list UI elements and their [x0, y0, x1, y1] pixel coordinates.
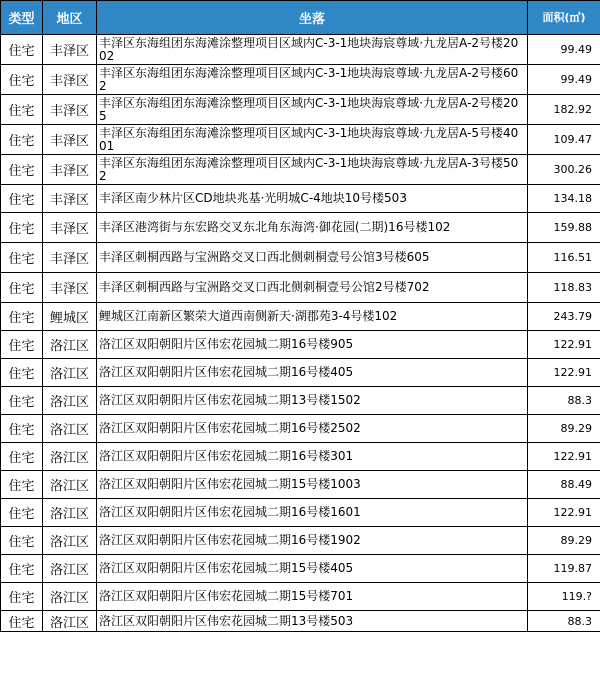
address-cell: 鲤城区江南新区繁荣大道西南侧新天·湖郡苑3-4号楼102: [97, 303, 528, 331]
table-row: [1, 35, 600, 65]
area-cell: 122.91: [528, 443, 600, 471]
address-cell: 洛江区双阳朝阳片区伟宏花园城二期16号楼1601: [97, 499, 528, 527]
address-cell: 洛江区双阳朝阳片区伟宏花园城二期16号楼405: [97, 359, 528, 387]
table-row: [1, 583, 600, 611]
table-row: [1, 611, 600, 632]
area-cell: 122.91: [528, 499, 600, 527]
type-cell: 住宅: [1, 471, 43, 499]
area-cell: 159.88: [528, 213, 600, 243]
table-row: [1, 471, 600, 499]
table-row: [1, 213, 600, 243]
table-row: [1, 155, 600, 185]
table-row: [1, 65, 600, 95]
header-region: 地区: [43, 1, 97, 35]
header-area: 面积(㎡): [528, 1, 600, 35]
table-row: [1, 387, 600, 415]
region-cell: 洛江区: [43, 527, 97, 555]
area-cell: 122.91: [528, 359, 600, 387]
table-row: [1, 415, 600, 443]
area-cell: 99.49: [528, 65, 600, 95]
type-cell: 住宅: [1, 555, 43, 583]
table-row: [1, 499, 600, 527]
area-cell: 300.26: [528, 155, 600, 185]
region-cell: 洛江区: [43, 359, 97, 387]
address-cell: 丰泽区东海组团东海滩涂整理项目区域内C-3-1地块海宸尊域·九龙居A-5号楼4001: [97, 125, 528, 155]
area-cell: 119.87: [528, 555, 600, 583]
address-cell: 丰泽区东海组团东海滩涂整理项目区域内C-3-1地块海宸尊域·九龙居A-2号楼602: [97, 65, 528, 95]
type-cell: 住宅: [1, 155, 43, 185]
region-cell: 丰泽区: [43, 155, 97, 185]
area-cell: 88.49: [528, 471, 600, 499]
region-cell: 洛江区: [43, 387, 97, 415]
region-cell: 丰泽区: [43, 243, 97, 273]
type-cell: 住宅: [1, 499, 43, 527]
address-cell: 丰泽区东海组团东海滩涂整理项目区域内C-3-1地块海宸尊域·九龙居A-2号楼2002: [97, 35, 528, 65]
area-cell: 119.?: [528, 583, 600, 611]
table-row: [1, 303, 600, 331]
table-row: [1, 185, 600, 213]
type-cell: 住宅: [1, 243, 43, 273]
address-cell: 洛江区双阳朝阳片区伟宏花园城二期15号楼701: [97, 583, 528, 611]
address-cell: 洛江区双阳朝阳片区伟宏花园城二期13号楼503: [97, 611, 528, 632]
region-cell: 洛江区: [43, 555, 97, 583]
type-cell: 住宅: [1, 213, 43, 243]
address-cell: 丰泽区港湾街与东宏路交叉东北角东海湾·御花园(二期)16号楼102: [97, 213, 528, 243]
type-cell: 住宅: [1, 65, 43, 95]
region-cell: 洛江区: [43, 611, 97, 632]
area-cell: 89.29: [528, 415, 600, 443]
address-cell: 洛江区双阳朝阳片区伟宏花园城二期16号楼905: [97, 331, 528, 359]
region-cell: 洛江区: [43, 499, 97, 527]
area-cell: 89.29: [528, 527, 600, 555]
table-body: [1, 35, 600, 632]
area-cell: 88.3: [528, 387, 600, 415]
area-cell: 122.91: [528, 331, 600, 359]
address-cell: 丰泽区东海组团东海滩涂整理项目区域内C-3-1地块海宸尊域·九龙居A-3号楼502: [97, 155, 528, 185]
area-cell: 243.79: [528, 303, 600, 331]
type-cell: 住宅: [1, 359, 43, 387]
type-cell: 住宅: [1, 35, 43, 65]
type-cell: 住宅: [1, 583, 43, 611]
address-cell: 丰泽区刺桐西路与宝洲路交叉口西北侧刺桐壹号公馆3号楼605: [97, 243, 528, 273]
type-cell: 住宅: [1, 443, 43, 471]
table-row: [1, 443, 600, 471]
table-row: [1, 359, 600, 387]
address-cell: 洛江区双阳朝阳片区伟宏花园城二期15号楼405: [97, 555, 528, 583]
header-type: 类型: [1, 1, 43, 35]
type-cell: 住宅: [1, 303, 43, 331]
type-cell: 住宅: [1, 527, 43, 555]
type-cell: 住宅: [1, 387, 43, 415]
type-cell: 住宅: [1, 331, 43, 359]
table-row: [1, 243, 600, 273]
table-row: [1, 331, 600, 359]
region-cell: 丰泽区: [43, 65, 97, 95]
address-cell: 丰泽区刺桐西路与宝洲路交叉口西北侧刺桐壹号公馆2号楼702: [97, 273, 528, 303]
region-cell: 丰泽区: [43, 213, 97, 243]
area-cell: 116.51: [528, 243, 600, 273]
header-address: 坐落: [97, 1, 528, 35]
table-row: [1, 95, 600, 125]
table-header: [1, 1, 600, 35]
address-cell: 洛江区双阳朝阳片区伟宏花园城二期16号楼301: [97, 443, 528, 471]
area-cell: 182.92: [528, 95, 600, 125]
region-cell: 丰泽区: [43, 125, 97, 155]
region-cell: 洛江区: [43, 583, 97, 611]
address-cell: 丰泽区东海组团东海滩涂整理项目区域内C-3-1地块海宸尊域·九龙居A-2号楼205: [97, 95, 528, 125]
region-cell: 丰泽区: [43, 185, 97, 213]
table-row: [1, 527, 600, 555]
address-cell: 洛江区双阳朝阳片区伟宏花园城二期16号楼2502: [97, 415, 528, 443]
region-cell: 洛江区: [43, 331, 97, 359]
region-cell: 洛江区: [43, 443, 97, 471]
type-cell: 住宅: [1, 273, 43, 303]
type-cell: 住宅: [1, 185, 43, 213]
address-cell: 洛江区双阳朝阳片区伟宏花园城二期15号楼1003: [97, 471, 528, 499]
region-cell: 洛江区: [43, 415, 97, 443]
table-row: [1, 125, 600, 155]
area-cell: 134.18: [528, 185, 600, 213]
address-cell: 洛江区双阳朝阳片区伟宏花园城二期16号楼1902: [97, 527, 528, 555]
type-cell: 住宅: [1, 125, 43, 155]
area-cell: 88.3: [528, 611, 600, 632]
area-cell: 118.83: [528, 273, 600, 303]
table-row: [1, 273, 600, 303]
region-cell: 丰泽区: [43, 35, 97, 65]
area-cell: 109.47: [528, 125, 600, 155]
address-cell: 丰泽区南少林片区CD地块兆基·光明城C-4地块10号楼503: [97, 185, 528, 213]
region-cell: 丰泽区: [43, 95, 97, 125]
table-row: [1, 555, 600, 583]
area-cell: 99.49: [528, 35, 600, 65]
region-cell: 洛江区: [43, 471, 97, 499]
region-cell: 丰泽区: [43, 273, 97, 303]
region-cell: 鲤城区: [43, 303, 97, 331]
address-cell: 洛江区双阳朝阳片区伟宏花园城二期13号楼1502: [97, 387, 528, 415]
type-cell: 住宅: [1, 415, 43, 443]
type-cell: 住宅: [1, 611, 43, 632]
type-cell: 住宅: [1, 95, 43, 125]
